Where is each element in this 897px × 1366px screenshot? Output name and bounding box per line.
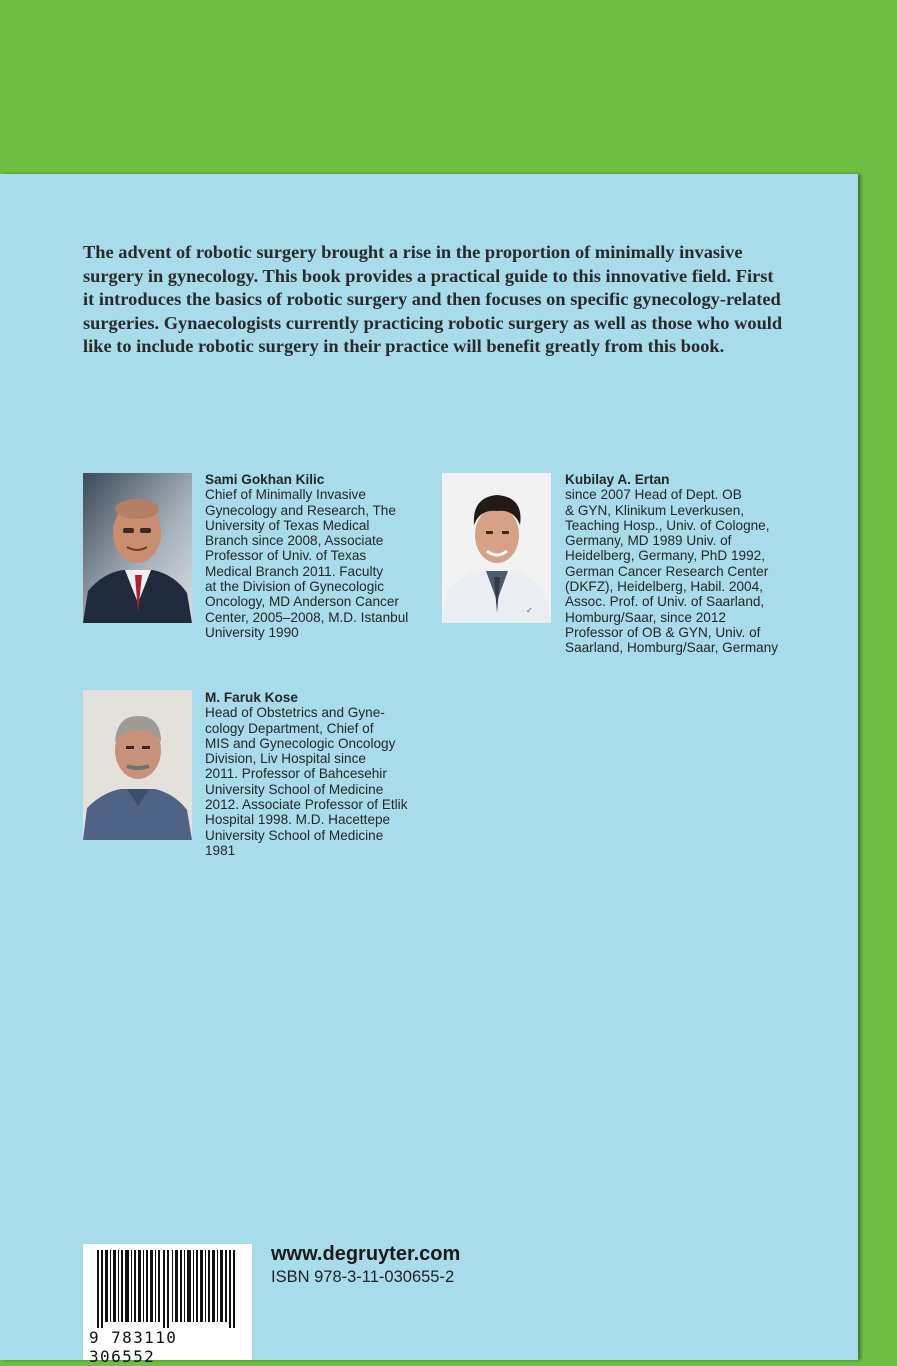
author-bio-text: since 2007 Head of Dept. OB & GYN, Klinikum Leverkusen, Teaching Hosp., Univ. of Cologne, Germany, MD 1989 Univ. of Heidelberg, Germany, PhD 1992, German Cancer Research Center (DKFZ), Heidelberg, Habil. 2004, Assoc. Prof. of Univ. of Saarland, Homburg/Saar, since 2012 Professor of OB & GYN, Univ. of Saarland, Homburg/Saar, Germany bbox=[565, 487, 779, 656]
author-bio-kose bbox=[205, 690, 435, 858]
author-bio-text: Head of Obstetrics and Gyne- cology Department, Chief of MIS and Gynecologic Oncology Division, Liv Hospital since 2011. Professor of Bahcesehir University School of Medicine 2012. Associate Professor of Etlik Hospital 1998. M.D. Hacettepe University School of Medicine 1981 bbox=[205, 705, 408, 858]
isbn-barcode bbox=[83, 1244, 252, 1366]
svg-text:✓: ✓ bbox=[526, 606, 533, 615]
publisher-url[interactable]: www.degruyter.com bbox=[271, 1243, 461, 1265]
author-photo-kose bbox=[83, 690, 192, 840]
author-name: M. Faruk Kose bbox=[205, 690, 298, 705]
author-name: Kubilay A. Ertan bbox=[565, 472, 670, 487]
author-photo-kilic-image bbox=[83, 473, 192, 623]
isbn-number: ISBN 978-3-11-030655-2 bbox=[271, 1268, 455, 1286]
book-description: The advent of robotic surgery brought a rise in the proportion of minimally invasive surgery in gynecology. This book provides a practical guide to this innovative field. First it introduces the basics of robotic surgery and then focuses on specific gynecology-related surgeries. Gynaecologists currently practicing robotic surgery as well as those who would like to include robotic surgery in their practice will benefit greatly from this book. bbox=[83, 242, 783, 356]
author-bio-text: Chief of Minimally Invasive Gynecology and Research, The University of Texas Medical Branch since 2008, Associate Professor of Univ. of Texas Medical Branch 2011. Faculty at the Division of Gynecologic Oncology, MD Anderson Cancer Center, 2005–2008, M.D. Istanbul University 1990 bbox=[205, 487, 409, 640]
author-bio-ertan bbox=[565, 472, 805, 656]
barcode-digits: 9 783110 306552 bbox=[89, 1328, 178, 1366]
author-photo-ertan-image bbox=[442, 473, 551, 623]
author-photo-ertan bbox=[442, 473, 551, 623]
author-bio-kilic bbox=[205, 472, 435, 640]
author-photo-kilic bbox=[83, 473, 192, 623]
author-photo-kose-image bbox=[83, 690, 192, 840]
author-name: Sami Gokhan Kilic bbox=[205, 472, 325, 487]
barcode-bars bbox=[83, 1244, 252, 1328]
